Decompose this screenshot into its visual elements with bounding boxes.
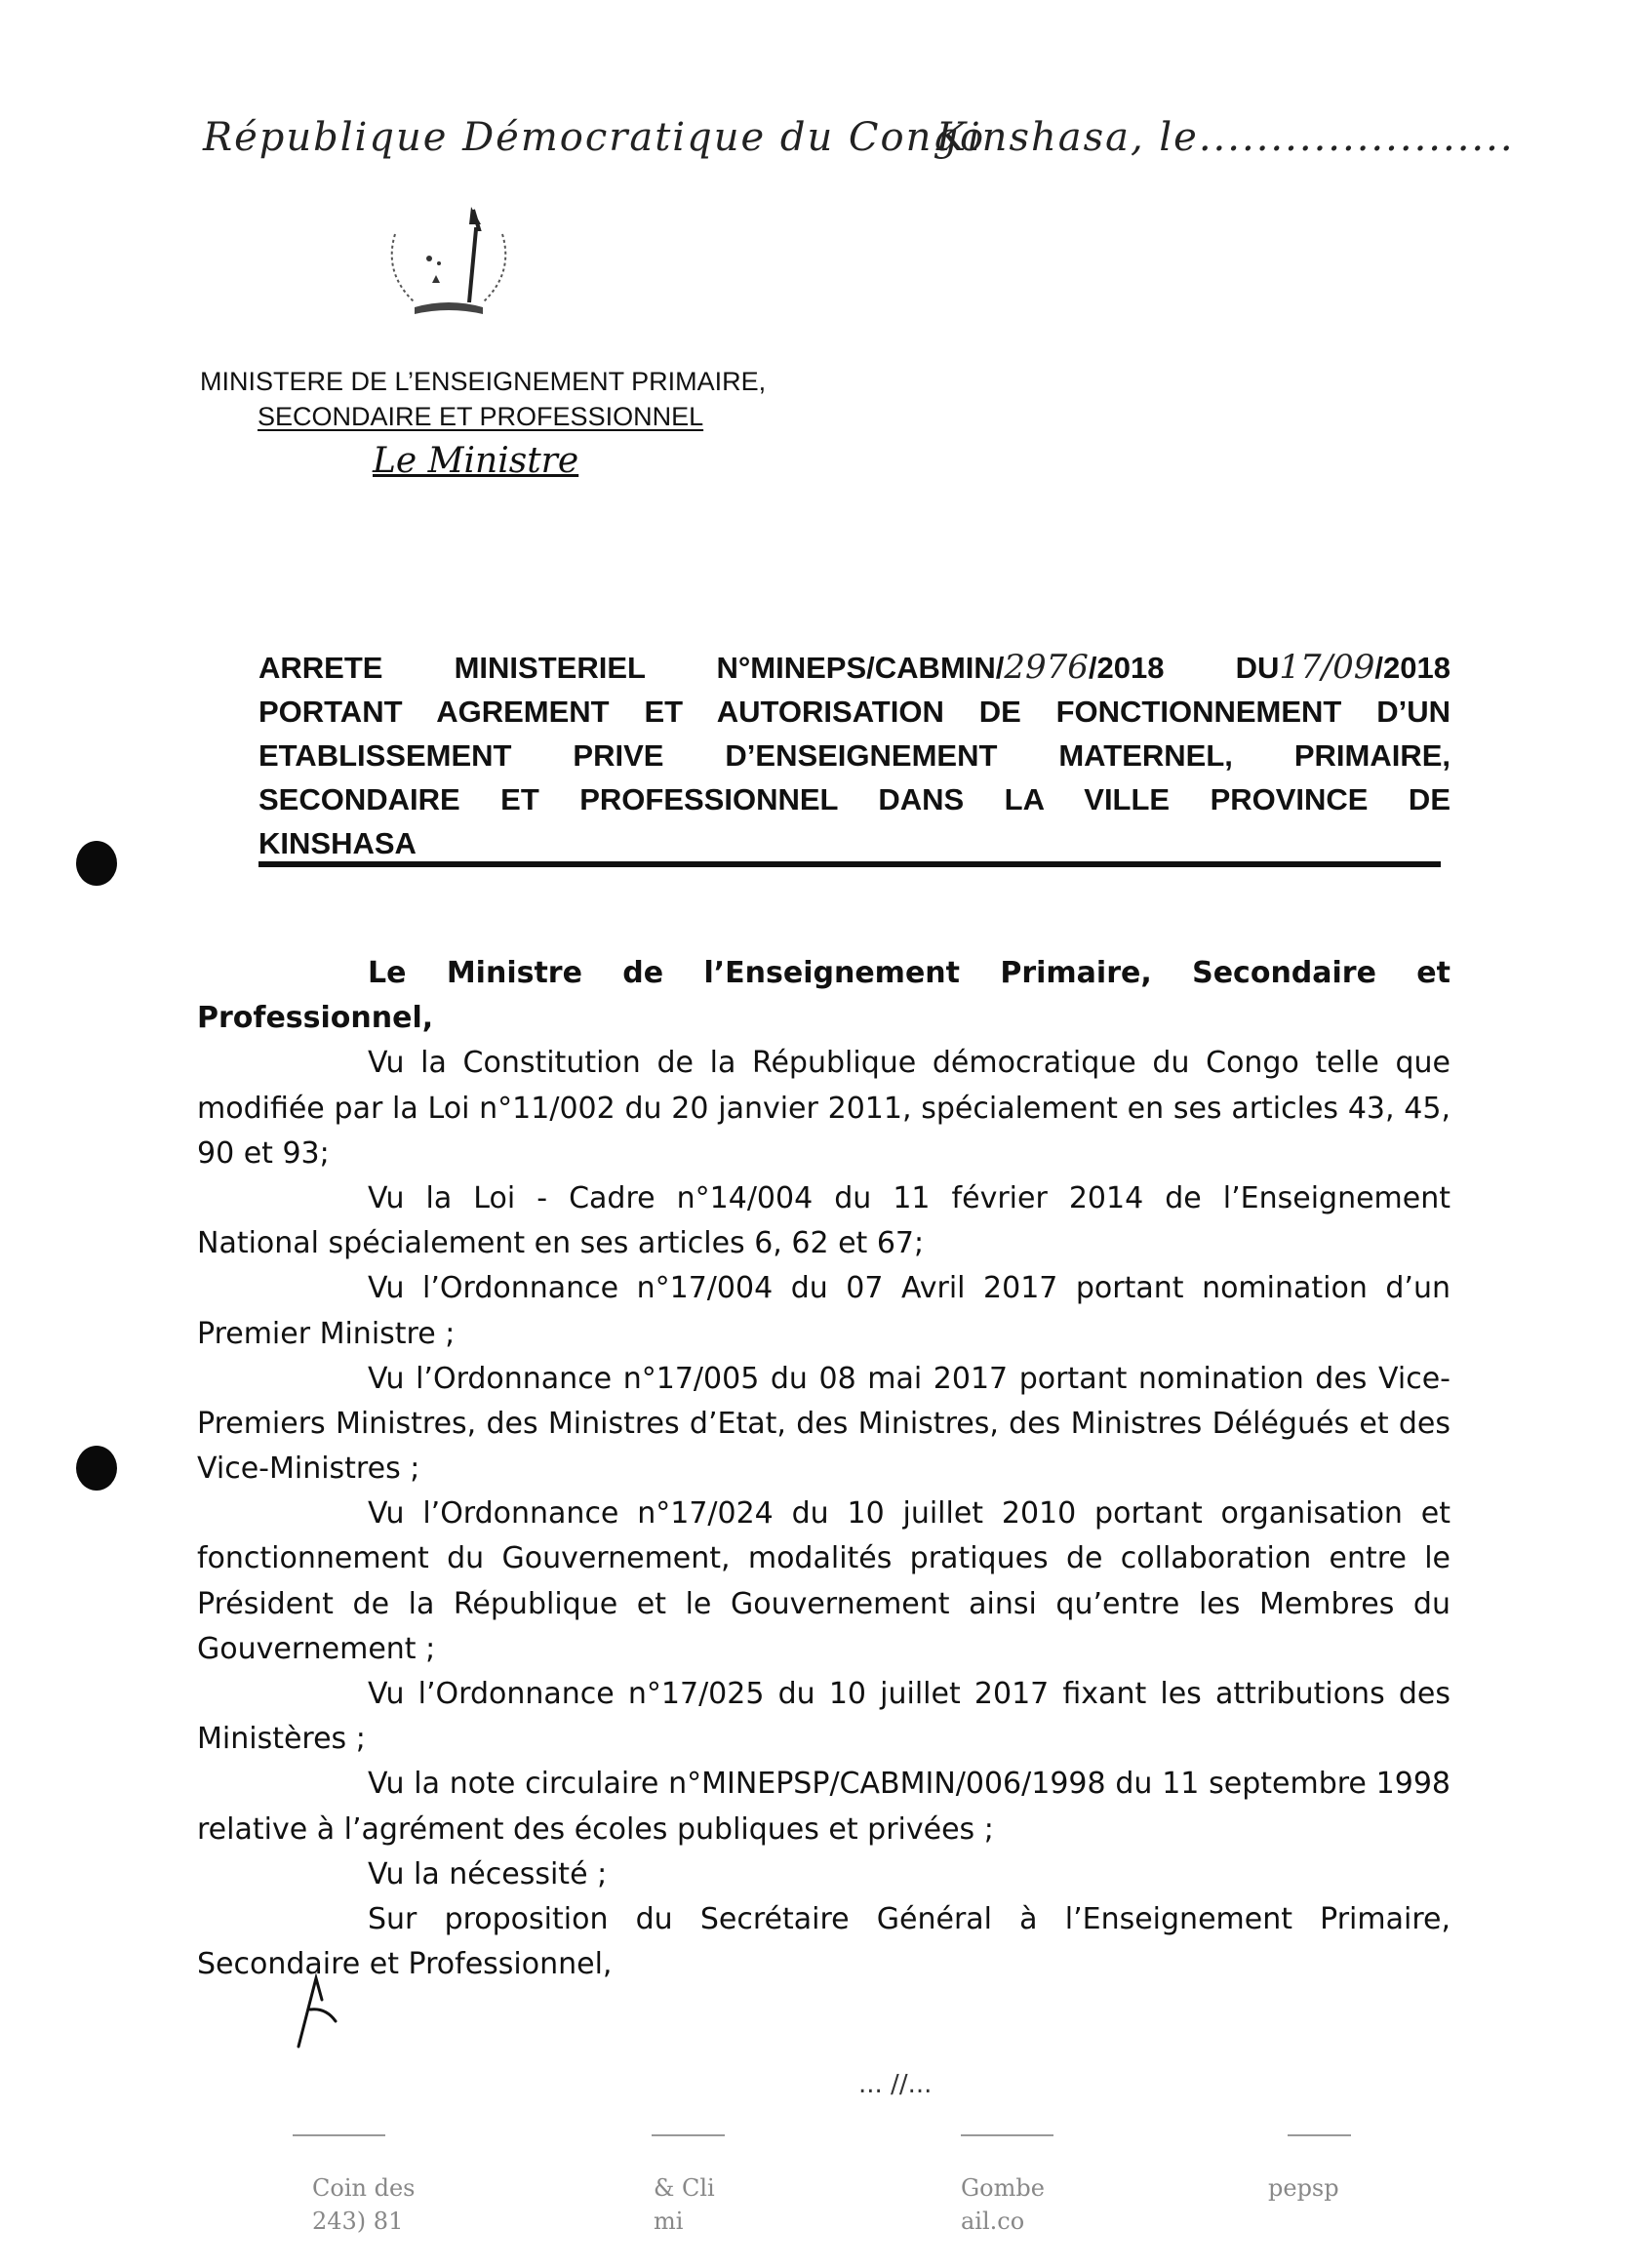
- body-line: modifiée par la Loi n°11/002 du 20 janvier 2011, spécialement en ses articles 43, 45,: [197, 1091, 1450, 1126]
- body-line: Vu l’Ordonnance n°17/024 du 10 juillet 2010 portant organisation et: [368, 1496, 1450, 1532]
- body-line: Vu l’Ordonnance n°17/005 du 08 mai 2017 portant nomination des Vice-: [368, 1361, 1450, 1396]
- coat-of-arms-emblem: [376, 205, 522, 322]
- body-line: Président de la République et le Gouvernement ainsi qu’entre les Membres du: [197, 1586, 1450, 1621]
- footer-rule: [1288, 2134, 1351, 2136]
- body-line: Premiers Ministres, des Ministres d’Etat, des Ministres, des Ministres Délégués et des: [197, 1406, 1450, 1441]
- minister-title: Le Ministre: [373, 441, 579, 481]
- handwritten-number: 2976: [1004, 648, 1089, 687]
- body-line: Gouvernement ;: [197, 1631, 436, 1666]
- body-line: National spécialement en ses articles 6, 62 et 67;: [197, 1226, 925, 1261]
- footer-rule: [961, 2134, 1053, 2136]
- page-continuation: ... //...: [858, 2070, 933, 2099]
- ministry-line2: SECONDAIRE ET PROFESSIONNEL: [258, 402, 704, 431]
- body-line: Vu l’Ordonnance n°17/004 du 07 Avril 2017 portant nomination d’un: [368, 1271, 1450, 1306]
- footer-col1: Coin des 243) 81: [312, 2174, 416, 2235]
- footer-rule: [293, 2134, 385, 2136]
- footer-col4: pepsp: [1268, 2174, 1339, 2202]
- footer-rule: [652, 2134, 725, 2136]
- title-line-4: SECONDAIRE ET PROFESSIONNEL DANS LA VILLE PROVINCE DE: [258, 782, 1450, 816]
- body-line: Premier Ministre ;: [197, 1316, 456, 1351]
- republic-header: République Démocratique du Congo: [203, 115, 986, 160]
- body-line: Vu l’Ordonnance n°17/025 du 10 juillet 2017 fixant les attributions des: [368, 1677, 1450, 1711]
- place-date: Kinshasa, le......................: [936, 115, 1515, 160]
- body-line: relative à l’agrément des écoles publiques et privées ;: [197, 1811, 994, 1847]
- punch-hole-top: [76, 841, 117, 886]
- body-line: fonctionnement du Gouvernement, modalités pratiques de collaboration entre le: [197, 1541, 1450, 1576]
- footer-col2: & Cli mi: [654, 2174, 715, 2235]
- handwritten-month: 09: [1332, 648, 1375, 687]
- body-line: Professionnel,: [197, 1001, 434, 1036]
- decree-body: [197, 951, 1450, 1987]
- title-line-2: PORTANT AGREMENT ET AUTORISATION DE FONCTIONNEMENT D’UN: [258, 695, 1450, 729]
- title-line-3: ETABLISSEMENT PRIVE D’ENSEIGNEMENT MATERNEL, PRIMAIRE,: [258, 738, 1450, 773]
- body-line: Sur proposition du Secrétaire Général à l’Enseignement Primaire,: [368, 1901, 1450, 1936]
- ministry-line1: MINISTERE DE L’ENSEIGNEMENT PRIMAIRE,: [200, 367, 767, 396]
- footer-col3: Gombe ail.co: [961, 2174, 1045, 2235]
- decree-title: [258, 646, 1450, 865]
- body-line: Vice-Ministres ;: [197, 1452, 420, 1487]
- title-line-5: KINSHASA: [258, 826, 417, 860]
- body-line: Vu la Loi - Cadre n°14/004 du 11 février 2014 de l’Enseignement: [368, 1180, 1450, 1215]
- body-line: 90 et 93;: [197, 1135, 330, 1171]
- body-line: Secondaire et Professionnel,: [197, 1947, 613, 1982]
- body-line: Vu la note circulaire n°MINEPSP/CABMIN/006/1998 du 11 septembre 1998: [368, 1767, 1450, 1802]
- body-line: Le Ministre de l’Enseignement Primaire, Secondaire et: [368, 956, 1450, 990]
- body-line: Ministères ;: [197, 1722, 366, 1757]
- handwritten-day: 17: [1279, 648, 1322, 687]
- body-line: Vu la nécessité ;: [368, 1856, 608, 1891]
- title-line-1: ARRETE MINISTERIEL N°MINEPS/CABMIN/2976/2018 DU17/09/2018: [258, 648, 1450, 687]
- title-underline: [258, 861, 1441, 867]
- body-line: Vu la Constitution de la République démocratique du Congo telle que: [368, 1046, 1450, 1081]
- handwritten-initial-mark: [293, 1970, 341, 2049]
- punch-hole-bottom: [76, 1446, 117, 1491]
